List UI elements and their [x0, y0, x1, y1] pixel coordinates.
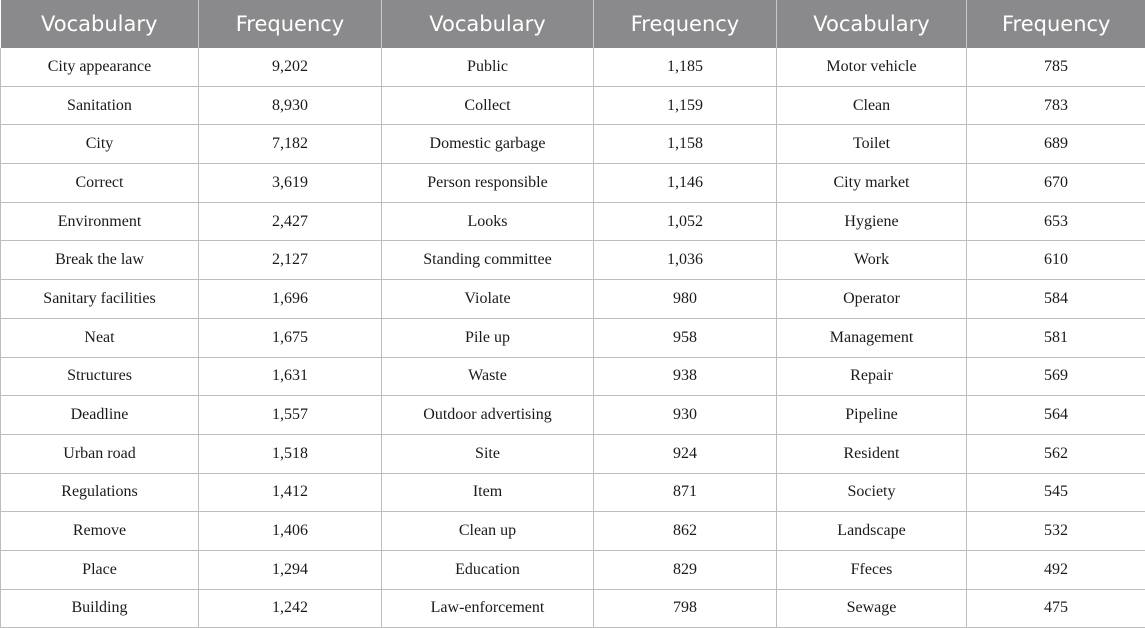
frequency-cell: 1,631 [199, 357, 382, 396]
table-row [1, 589, 1145, 628]
vocabulary-cell: Remove [1, 512, 199, 551]
vocabulary-cell: Public [382, 48, 594, 86]
vocabulary-cell: Collect [382, 86, 594, 125]
table-row [1, 396, 1145, 435]
frequency-cell: 610 [967, 241, 1145, 280]
frequency-cell: 862 [594, 512, 777, 551]
table-row [1, 202, 1145, 241]
frequency-cell: 3,619 [199, 164, 382, 203]
vocabulary-cell: Site [382, 434, 594, 473]
frequency-cell: 581 [967, 318, 1145, 357]
frequency-cell: 2,127 [199, 241, 382, 280]
table-row [1, 86, 1145, 125]
frequency-cell: 7,182 [199, 125, 382, 164]
frequency-cell: 980 [594, 280, 777, 319]
table-row [1, 164, 1145, 203]
frequency-cell: 1,406 [199, 512, 382, 551]
frequency-cell: 1,185 [594, 48, 777, 86]
frequency-cell: 783 [967, 86, 1145, 125]
vocabulary-cell: Break the law [1, 241, 199, 280]
vocabulary-cell: Deadline [1, 396, 199, 435]
table-row [1, 512, 1145, 551]
table-row [1, 280, 1145, 319]
vocabulary-cell: City appearance [1, 48, 199, 86]
frequency-cell: 1,052 [594, 202, 777, 241]
table-row [1, 473, 1145, 512]
frequency-cell: 1,242 [199, 589, 382, 628]
frequency-cell: 958 [594, 318, 777, 357]
frequency-cell: 2,427 [199, 202, 382, 241]
frequency-cell: 829 [594, 550, 777, 589]
vocabulary-cell: Clean up [382, 512, 594, 551]
vocabulary-cell: City market [777, 164, 967, 203]
frequency-cell: 9,202 [199, 48, 382, 86]
vocabulary-cell: Waste [382, 357, 594, 396]
vocabulary-cell: Place [1, 550, 199, 589]
table-row [1, 357, 1145, 396]
column-header-frequency: Frequency [967, 0, 1145, 48]
frequency-cell: 871 [594, 473, 777, 512]
vocabulary-cell: Management [777, 318, 967, 357]
frequency-cell: 785 [967, 48, 1145, 86]
frequency-cell: 930 [594, 396, 777, 435]
vocabulary-cell: Building [1, 589, 199, 628]
column-header-vocabulary: Vocabulary [777, 0, 967, 48]
column-header-vocabulary: Vocabulary [382, 0, 594, 48]
frequency-cell: 532 [967, 512, 1145, 551]
vocabulary-cell: Work [777, 241, 967, 280]
frequency-cell: 584 [967, 280, 1145, 319]
vocabulary-cell: Domestic garbage [382, 125, 594, 164]
vocabulary-cell: Pipeline [777, 396, 967, 435]
vocabulary-cell: Pile up [382, 318, 594, 357]
frequency-cell: 924 [594, 434, 777, 473]
frequency-cell: 1,675 [199, 318, 382, 357]
frequency-cell: 689 [967, 125, 1145, 164]
vocabulary-cell: Sanitation [1, 86, 199, 125]
frequency-cell: 564 [967, 396, 1145, 435]
table-row [1, 241, 1145, 280]
vocabulary-cell: City [1, 125, 199, 164]
vocabulary-cell: Correct [1, 164, 199, 203]
frequency-cell: 562 [967, 434, 1145, 473]
frequency-cell: 1,412 [199, 473, 382, 512]
vocabulary-cell: Repair [777, 357, 967, 396]
vocabulary-cell: Violate [382, 280, 594, 319]
frequency-cell: 8,930 [199, 86, 382, 125]
vocabulary-cell: Ffeces [777, 550, 967, 589]
frequency-cell: 1,696 [199, 280, 382, 319]
frequency-cell: 1,146 [594, 164, 777, 203]
vocabulary-cell: Person responsible [382, 164, 594, 203]
frequency-cell: 545 [967, 473, 1145, 512]
vocabulary-cell: Clean [777, 86, 967, 125]
table-header [1, 0, 1145, 48]
vocabulary-cell: Urban road [1, 434, 199, 473]
table-row [1, 48, 1145, 86]
frequency-cell: 475 [967, 589, 1145, 628]
vocabulary-cell: Law-enforcement [382, 589, 594, 628]
vocabulary-cell: Motor vehicle [777, 48, 967, 86]
column-header-frequency: Frequency [199, 0, 382, 48]
header-row [1, 0, 1145, 48]
vocabulary-cell: Operator [777, 280, 967, 319]
vocabulary-cell: Neat [1, 318, 199, 357]
frequency-cell: 798 [594, 589, 777, 628]
vocabulary-cell: Structures [1, 357, 199, 396]
vocabulary-cell: Environment [1, 202, 199, 241]
vocabulary-cell: Looks [382, 202, 594, 241]
frequency-cell: 1,557 [199, 396, 382, 435]
vocabulary-cell: Item [382, 473, 594, 512]
vocabulary-cell: Toilet [777, 125, 967, 164]
vocabulary-cell: Outdoor advertising [382, 396, 594, 435]
frequency-cell: 569 [967, 357, 1145, 396]
vocabulary-cell: Hygiene [777, 202, 967, 241]
frequency-cell: 492 [967, 550, 1145, 589]
vocabulary-cell: Sewage [777, 589, 967, 628]
vocabulary-cell: Resident [777, 434, 967, 473]
vocabulary-cell: Regulations [1, 473, 199, 512]
column-header-frequency: Frequency [594, 0, 777, 48]
vocabulary-cell: Standing committee [382, 241, 594, 280]
vocabulary-cell: Society [777, 473, 967, 512]
table-row [1, 550, 1145, 589]
frequency-cell: 1,036 [594, 241, 777, 280]
vocabulary-cell: Education [382, 550, 594, 589]
table-row [1, 125, 1145, 164]
frequency-cell: 1,159 [594, 86, 777, 125]
frequency-cell: 1,158 [594, 125, 777, 164]
vocabulary-cell: Landscape [777, 512, 967, 551]
column-header-vocabulary: Vocabulary [1, 0, 199, 48]
frequency-cell: 653 [967, 202, 1145, 241]
frequency-cell: 1,294 [199, 550, 382, 589]
frequency-cell: 670 [967, 164, 1145, 203]
frequency-cell: 938 [594, 357, 777, 396]
table-body [1, 48, 1145, 628]
frequency-cell: 1,518 [199, 434, 382, 473]
vocabulary-cell: Sanitary facilities [1, 280, 199, 319]
table-row [1, 434, 1145, 473]
table-row [1, 318, 1145, 357]
